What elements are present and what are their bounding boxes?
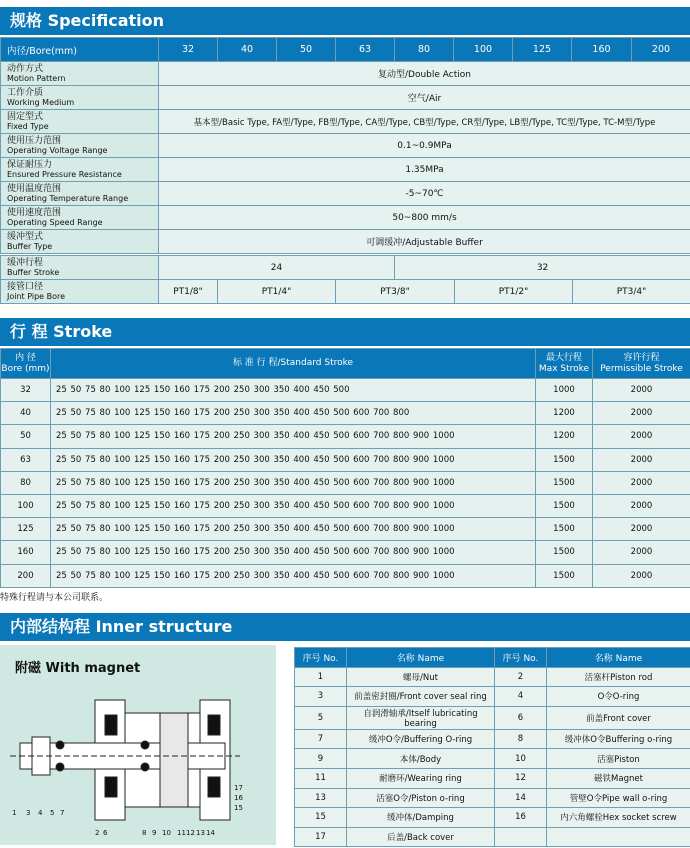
stroke-table	[0, 348, 690, 379]
part-no: 2	[495, 667, 547, 687]
spec-label	[1, 230, 159, 254]
bore-cell: 80	[395, 38, 454, 62]
part-no: 17	[295, 827, 347, 847]
part-name: 缓冲体/Damping	[347, 808, 495, 828]
label-en: Operating Speed Range	[7, 217, 103, 227]
perm-stroke: 2000	[593, 379, 690, 402]
diagram-label: 10	[162, 829, 171, 837]
label-cn: 缓冲型式	[7, 231, 44, 242]
max-stroke: 1500	[536, 541, 593, 564]
diagram-label: 12	[186, 829, 195, 837]
part-name: O令O-ring	[547, 687, 690, 707]
table-row	[1, 471, 690, 494]
label-en: Operating Voltage Range	[7, 145, 108, 155]
part-no	[495, 827, 547, 847]
pipe-value: PT1/2"	[455, 280, 573, 304]
bore-cell: 32	[159, 38, 218, 62]
table-row	[1, 379, 690, 402]
spec-label	[1, 280, 159, 304]
table-row	[1, 518, 690, 541]
part-name: 缓冲体O令Buffering o-ring	[547, 729, 690, 749]
std-stroke: 25 50 75 80 100 125 150 160 175 200 250 300 350 400 450 500 600 700 800	[51, 402, 536, 425]
table-row	[1, 494, 690, 517]
bore-value: 80	[1, 471, 51, 494]
bore-cell: 200	[632, 38, 690, 62]
bore-cell: 40	[218, 38, 277, 62]
spec-row	[1, 230, 690, 254]
table-row	[1, 425, 690, 448]
label-cn: 工作介质	[7, 87, 44, 98]
parts-table	[294, 647, 690, 847]
spec-label	[1, 134, 159, 158]
label-en: Ensured Pressure Resistance	[7, 169, 122, 179]
diagram-label: 2	[95, 829, 100, 837]
label-cn: 保证耐压力	[7, 159, 53, 170]
max-stroke: 1500	[536, 564, 593, 587]
part-no: 5	[295, 706, 347, 729]
spec-row	[1, 62, 690, 86]
part-name: 后盖/Back cover	[347, 827, 495, 847]
part-name: 前盖密封圈/Front cover seal ring	[347, 687, 495, 707]
stroke-header-row	[1, 349, 690, 379]
part-name: 自润滑轴承/Itself lubricating bearing	[347, 706, 495, 729]
part-no: 9	[295, 749, 347, 769]
max-stroke: 1000	[536, 379, 593, 402]
label-en: Operating Temperature Range	[7, 193, 129, 203]
perm-stroke: 2000	[593, 518, 690, 541]
diagram-label: 16	[234, 794, 243, 802]
joint-pipe-row	[1, 280, 690, 304]
part-no: 6	[495, 706, 547, 729]
perm-stroke: 2000	[593, 494, 690, 517]
spec-label	[1, 182, 159, 206]
max-stroke: 1500	[536, 518, 593, 541]
label-cn: 使用温度范围	[7, 183, 62, 194]
spec-row	[1, 86, 690, 110]
std-stroke: 25 50 75 80 100 125 150 160 175 200 250 300 350 400 450 500 600 700 800 900 1000	[51, 448, 536, 471]
parts-header-row	[295, 648, 690, 668]
col-cn: 内 径	[15, 352, 36, 363]
stroke-note: 特殊行程请与本公司联系。	[0, 593, 109, 603]
bore-cell: 50	[277, 38, 336, 62]
part-no: 16	[495, 808, 547, 828]
bore-value: 40	[1, 402, 51, 425]
bore-value: 100	[1, 494, 51, 517]
part-name: 缓冲O令/Buffering O-ring	[347, 729, 495, 749]
table-row	[295, 788, 690, 808]
spec-table-bottom	[0, 255, 690, 280]
spec-value: 空气/Air	[159, 86, 690, 110]
std-stroke: 25 50 75 80 100 125 150 160 175 200 250 300 350 400 450 500	[51, 379, 536, 402]
part-no: 15	[295, 808, 347, 828]
perm-stroke: 2000	[593, 541, 690, 564]
label-en: Fixed Type	[7, 121, 49, 131]
diagram-label: 11	[177, 829, 186, 837]
diagram-label: 8	[142, 829, 147, 837]
stroke-col-bore	[1, 349, 51, 379]
perm-stroke: 2000	[593, 448, 690, 471]
part-name: 活塞杆Piston rod	[547, 667, 690, 687]
spec-value: 1.35MPa	[159, 158, 690, 182]
diagram-label: 15	[234, 804, 243, 812]
spec-row	[1, 158, 690, 182]
label-cn: 缓冲行程	[7, 257, 44, 268]
std-stroke: 25 50 75 80 100 125 150 160 175 200 250 300 350 400 450 500 600 700 800 900 1000	[51, 518, 536, 541]
part-name: 螺母/Nut	[347, 667, 495, 687]
std-stroke: 25 50 75 80 100 125 150 160 175 200 250 300 350 400 450 500 600 700 800 900 1000	[51, 471, 536, 494]
cylinder-diagram	[0, 645, 276, 845]
spec-value: 复动型/Double Action	[159, 62, 690, 86]
std-stroke: 25 50 75 80 100 125 150 160 175 200 250 300 350 400 450 500 600 700 800 900 1000	[51, 541, 536, 564]
diagram-label: 7	[60, 809, 65, 817]
bore-cell: 125	[513, 38, 572, 62]
diagram-label: 6	[103, 829, 108, 837]
std-stroke: 25 50 75 80 100 125 150 160 175 200 250 300 350 400 450 500 600 700 800 900 1000	[51, 425, 536, 448]
spec-row	[1, 110, 690, 134]
part-no: 8	[495, 729, 547, 749]
col-en: Permissible Stroke	[600, 363, 683, 374]
pipe-value: PT1/8"	[159, 280, 218, 304]
bore-value: 32	[1, 379, 51, 402]
part-name	[547, 827, 690, 847]
buffer-value: 24	[159, 256, 395, 280]
bore-value: 200	[1, 564, 51, 587]
bore-value: 160	[1, 541, 51, 564]
table-row	[295, 768, 690, 788]
col-name: 名称 Name	[347, 648, 495, 668]
max-stroke: 1500	[536, 471, 593, 494]
part-no: 12	[495, 768, 547, 788]
part-no: 3	[295, 687, 347, 707]
max-stroke: 1500	[536, 448, 593, 471]
bore-value: 63	[1, 448, 51, 471]
spec-table	[0, 37, 690, 254]
spec-label	[1, 206, 159, 230]
spec-label	[1, 110, 159, 134]
table-row	[295, 808, 690, 828]
spec-label	[1, 256, 159, 280]
spec-value: 基本型/Basic Type, FA型/Type, FB型/Type, CA型/Type, CB型/Type, CR型/Type, LB型/Type, TC型/Type, TC-M型/Type	[159, 110, 690, 134]
table-row	[295, 706, 690, 729]
spec-value: 50~800 mm/s	[159, 206, 690, 230]
spec-row	[1, 134, 690, 158]
bore-cell: 100	[454, 38, 513, 62]
diagram-label: 9	[152, 829, 157, 837]
col-no: 序号 No.	[495, 648, 547, 668]
inner-title: 内部结构程 Inner structure	[0, 613, 690, 641]
label-cn: 接管口径	[7, 281, 44, 292]
bore-cell: 63	[336, 38, 395, 62]
pipe-value: PT3/8"	[336, 280, 455, 304]
diagram-label: 13	[196, 829, 205, 837]
perm-stroke: 2000	[593, 471, 690, 494]
col-cn: 容许行程	[623, 352, 660, 363]
spec-label	[1, 86, 159, 110]
diagram-label: 17	[234, 784, 243, 792]
table-row	[1, 402, 690, 425]
label-en: Joint Pipe Bore	[7, 291, 66, 301]
part-no: 13	[295, 788, 347, 808]
bore-value: 50	[1, 425, 51, 448]
std-stroke: 25 50 75 80 100 125 150 160 175 200 250 300 350 400 450 500 600 700 800 900 1000	[51, 494, 536, 517]
max-stroke: 1200	[536, 425, 593, 448]
diagram-label: 4	[38, 809, 43, 817]
stroke-title: 行 程 Stroke	[0, 318, 690, 346]
bore-header: 内径/Bore(mm)	[1, 38, 159, 62]
label-cn: 动作方式	[7, 63, 44, 74]
spec-label	[1, 62, 159, 86]
spec-row	[1, 206, 690, 230]
pipe-value: PT3/4"	[573, 280, 690, 304]
label-cn: 使用压力范围	[7, 135, 62, 146]
stroke-body	[0, 378, 690, 588]
spec-label	[1, 158, 159, 182]
spec-title: 规格 Specification	[0, 7, 690, 35]
buffer-value: 32	[395, 256, 690, 280]
std-stroke: 25 50 75 80 100 125 150 160 175 200 250 300 350 400 450 500 600 700 800 900 1000	[51, 564, 536, 587]
label-cn: 使用速度范围	[7, 207, 62, 218]
col-cn: 最大行程	[545, 352, 582, 363]
part-no: 4	[495, 687, 547, 707]
bore-value: 125	[1, 518, 51, 541]
diagram-label: 3	[26, 809, 31, 817]
table-row	[1, 541, 690, 564]
label-en: Working Medium	[7, 97, 75, 107]
perm-stroke: 2000	[593, 425, 690, 448]
part-no: 7	[295, 729, 347, 749]
table-row	[295, 729, 690, 749]
diagram-label: 14	[206, 829, 215, 837]
with-magnet-label: 附磁 With magnet	[15, 661, 141, 676]
table-row	[295, 749, 690, 769]
max-stroke: 1200	[536, 402, 593, 425]
col-en: Max Stroke	[538, 363, 590, 374]
spec-value: 0.1~0.9MPa	[159, 134, 690, 158]
stroke-col-perm	[593, 349, 690, 379]
table-row	[295, 687, 690, 707]
table-row	[295, 667, 690, 687]
table-row	[295, 827, 690, 847]
label-cn: 固定型式	[7, 111, 44, 122]
diagram-label: 5	[50, 809, 55, 817]
spec-value: 可调缓冲/Adjustable Buffer	[159, 230, 690, 254]
label-en: Motion Pattern	[7, 73, 66, 83]
part-name: 活塞Piston	[547, 749, 690, 769]
part-no: 1	[295, 667, 347, 687]
part-no: 11	[295, 768, 347, 788]
part-no: 10	[495, 749, 547, 769]
stroke-col-max	[536, 349, 593, 379]
part-name: 内六角螺栓Hex socket screw	[547, 808, 690, 828]
part-no: 14	[495, 788, 547, 808]
table-row	[1, 564, 690, 587]
part-name: 耐磨环/Wearing ring	[347, 768, 495, 788]
part-name: 管壁O令Pipe wall o-ring	[547, 788, 690, 808]
pipe-value: PT1/4"	[218, 280, 336, 304]
spec-table-pipe	[0, 279, 690, 304]
part-name: 磁铁Magnet	[547, 768, 690, 788]
spec-header-row	[1, 38, 690, 62]
spec-row	[1, 182, 690, 206]
col-no: 序号 No.	[295, 648, 347, 668]
part-name: 前盖Front cover	[547, 706, 690, 729]
perm-stroke: 2000	[593, 564, 690, 587]
table-row	[1, 448, 690, 471]
spec-value: -5~70℃	[159, 182, 690, 206]
part-name: 活塞O令/Piston o-ring	[347, 788, 495, 808]
part-name: 本体/Body	[347, 749, 495, 769]
stroke-col-std: 标 准 行 程/Standard Stroke	[51, 349, 536, 379]
diagram-label: 1	[12, 809, 17, 817]
inner-diagram-panel	[0, 645, 276, 845]
label-en: Buffer Type	[7, 241, 53, 251]
bore-cell: 160	[572, 38, 632, 62]
label-en: Buffer Stroke	[7, 267, 60, 277]
col-en: Bore (mm)	[1, 363, 50, 374]
buffer-stroke-row	[1, 256, 690, 280]
col-name: 名称 Name	[547, 648, 690, 668]
max-stroke: 1500	[536, 494, 593, 517]
perm-stroke: 2000	[593, 402, 690, 425]
